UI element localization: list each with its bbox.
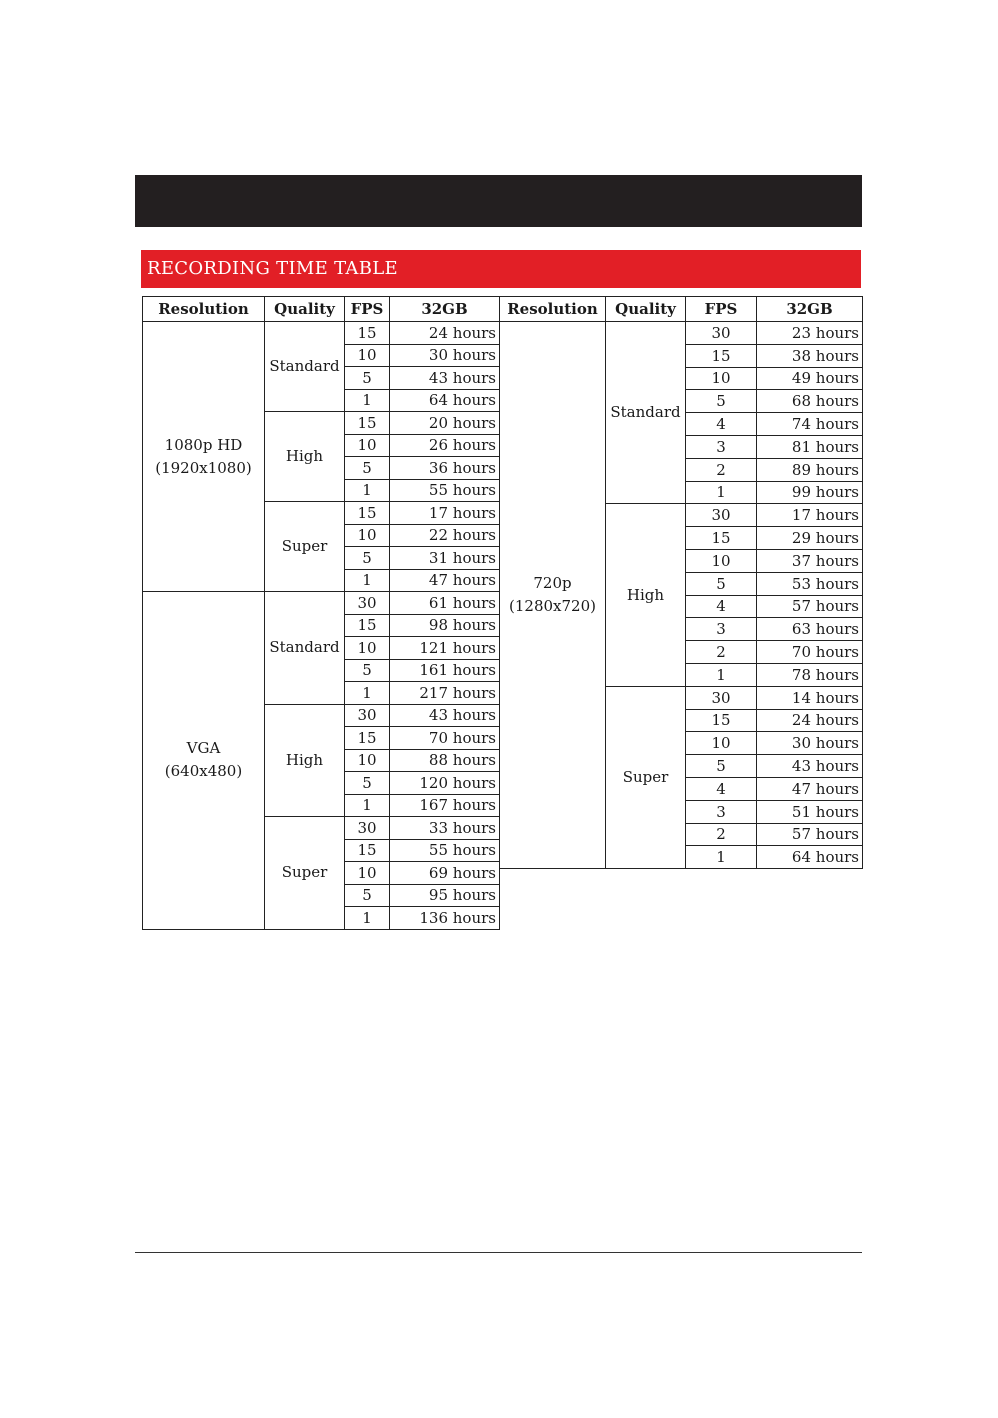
recording-time-cell: 17 hours bbox=[757, 504, 863, 527]
recording-time-cell: 217 hours bbox=[390, 682, 500, 705]
resolution-name: 1080p HD bbox=[164, 435, 243, 454]
recording-time-cell: 23 hours bbox=[757, 322, 863, 345]
fps-cell: 5 bbox=[345, 547, 390, 570]
fps-cell: 15 bbox=[345, 412, 390, 435]
fps-cell: 10 bbox=[345, 862, 390, 885]
recording-time-cell: 74 hours bbox=[757, 413, 863, 436]
header-fps: FPS bbox=[686, 297, 757, 322]
fps-cell: 5 bbox=[345, 772, 390, 795]
recording-time-cell: 55 hours bbox=[390, 479, 500, 502]
section-title: RECORDING TIME TABLE bbox=[141, 250, 861, 288]
fps-cell: 30 bbox=[686, 504, 757, 527]
fps-cell: 15 bbox=[686, 344, 757, 367]
resolution-cell bbox=[500, 322, 606, 869]
table-body bbox=[143, 322, 500, 930]
quality-cell: Standard bbox=[606, 322, 686, 504]
fps-cell: 1 bbox=[345, 682, 390, 705]
fps-cell: 30 bbox=[345, 817, 390, 840]
recording-time-cell: 161 hours bbox=[390, 659, 500, 682]
recording-time-cell: 57 hours bbox=[757, 823, 863, 846]
fps-cell: 10 bbox=[345, 434, 390, 457]
recording-time-cell: 95 hours bbox=[390, 884, 500, 907]
fps-cell: 4 bbox=[686, 595, 757, 618]
fps-cell: 4 bbox=[686, 777, 757, 800]
quality-cell: High bbox=[606, 504, 686, 686]
quality-cell: Super bbox=[265, 502, 345, 592]
recording-time-cell: 69 hours bbox=[390, 862, 500, 885]
fps-cell: 10 bbox=[686, 732, 757, 755]
fps-cell: 5 bbox=[345, 457, 390, 480]
recording-time-cell: 88 hours bbox=[390, 749, 500, 772]
fps-cell: 3 bbox=[686, 435, 757, 458]
recording-time-cell: 63 hours bbox=[757, 618, 863, 641]
resolution-cell bbox=[143, 592, 265, 930]
fps-cell: 2 bbox=[686, 458, 757, 481]
recording-time-cell: 31 hours bbox=[390, 547, 500, 570]
fps-cell: 1 bbox=[345, 569, 390, 592]
fps-cell: 5 bbox=[686, 572, 757, 595]
fps-cell: 3 bbox=[686, 618, 757, 641]
recording-time-cell: 99 hours bbox=[757, 481, 863, 504]
fps-cell: 10 bbox=[345, 637, 390, 660]
table-row bbox=[143, 322, 500, 345]
recording-time-cell: 78 hours bbox=[757, 663, 863, 686]
fps-cell: 1 bbox=[686, 481, 757, 504]
recording-time-cell: 61 hours bbox=[390, 592, 500, 615]
recording-time-cell: 121 hours bbox=[390, 637, 500, 660]
resolution-cell bbox=[143, 322, 265, 592]
recording-time-cell: 30 hours bbox=[390, 344, 500, 367]
fps-cell: 30 bbox=[686, 686, 757, 709]
fps-cell: 30 bbox=[686, 322, 757, 345]
fps-cell: 15 bbox=[345, 839, 390, 862]
fps-cell: 2 bbox=[686, 823, 757, 846]
header-quality: Quality bbox=[265, 297, 345, 322]
fps-cell: 15 bbox=[345, 322, 390, 345]
recording-time-cell: 68 hours bbox=[757, 390, 863, 413]
quality-cell: Standard bbox=[265, 592, 345, 705]
fps-cell: 15 bbox=[345, 614, 390, 637]
fps-cell: 3 bbox=[686, 800, 757, 823]
recording-time-cell: 38 hours bbox=[757, 344, 863, 367]
header-capacity: 32GB bbox=[390, 297, 500, 322]
resolution-dimensions: (1280x720) bbox=[509, 597, 596, 616]
recording-time-cell: 14 hours bbox=[757, 686, 863, 709]
fps-cell: 2 bbox=[686, 641, 757, 664]
recording-time-cell: 22 hours bbox=[390, 524, 500, 547]
recording-time-cell: 37 hours bbox=[757, 549, 863, 572]
fps-cell: 4 bbox=[686, 413, 757, 436]
recording-time-cell: 167 hours bbox=[390, 794, 500, 817]
fps-cell: 5 bbox=[686, 390, 757, 413]
fps-cell: 15 bbox=[345, 502, 390, 525]
footer-rule bbox=[135, 1252, 862, 1253]
fps-cell: 1 bbox=[345, 479, 390, 502]
recording-time-cell: 136 hours bbox=[390, 907, 500, 930]
resolution-dimensions: (640x480) bbox=[164, 762, 243, 781]
recording-time-cell: 43 hours bbox=[390, 367, 500, 390]
fps-cell: 1 bbox=[345, 907, 390, 930]
recording-time-cell: 49 hours bbox=[757, 367, 863, 390]
recording-time-cell: 24 hours bbox=[390, 322, 500, 345]
fps-cell: 5 bbox=[345, 659, 390, 682]
recording-time-cell: 43 hours bbox=[757, 755, 863, 778]
recording-time-cell: 55 hours bbox=[390, 839, 500, 862]
recording-time-cell: 89 hours bbox=[757, 458, 863, 481]
table-header-row bbox=[143, 297, 500, 322]
header-resolution: Resolution bbox=[143, 297, 265, 322]
recording-time-cell: 64 hours bbox=[757, 846, 863, 869]
fps-cell: 15 bbox=[345, 727, 390, 750]
recording-time-cell: 43 hours bbox=[390, 704, 500, 727]
table-row bbox=[500, 322, 863, 345]
header-bar bbox=[135, 175, 862, 227]
fps-cell: 1 bbox=[686, 846, 757, 869]
recording-time-cell: 53 hours bbox=[757, 572, 863, 595]
quality-cell: Super bbox=[606, 686, 686, 868]
recording-time-cell: 64 hours bbox=[390, 389, 500, 412]
fps-cell: 15 bbox=[686, 527, 757, 550]
fps-cell: 5 bbox=[345, 884, 390, 907]
quality-cell: High bbox=[265, 412, 345, 502]
recording-time-cell: 51 hours bbox=[757, 800, 863, 823]
header-fps: FPS bbox=[345, 297, 390, 322]
resolution-dimensions: (1920x1080) bbox=[155, 458, 252, 477]
fps-cell: 10 bbox=[345, 749, 390, 772]
fps-cell: 30 bbox=[345, 592, 390, 615]
fps-cell: 10 bbox=[345, 524, 390, 547]
header-resolution: Resolution bbox=[500, 297, 606, 322]
fps-cell: 10 bbox=[345, 344, 390, 367]
recording-time-cell: 81 hours bbox=[757, 435, 863, 458]
fps-cell: 10 bbox=[686, 549, 757, 572]
quality-cell: Super bbox=[265, 817, 345, 930]
recording-time-cell: 20 hours bbox=[390, 412, 500, 435]
recording-time-cell: 120 hours bbox=[390, 772, 500, 795]
table-body bbox=[500, 322, 863, 869]
recording-time-cell: 98 hours bbox=[390, 614, 500, 637]
recording-time-cell: 26 hours bbox=[390, 434, 500, 457]
quality-cell: Standard bbox=[265, 322, 345, 412]
header-quality: Quality bbox=[606, 297, 686, 322]
fps-cell: 5 bbox=[686, 755, 757, 778]
fps-cell: 1 bbox=[686, 663, 757, 686]
fps-cell: 10 bbox=[686, 367, 757, 390]
recording-time-cell: 47 hours bbox=[757, 777, 863, 800]
recording-time-cell: 70 hours bbox=[757, 641, 863, 664]
header-capacity: 32GB bbox=[757, 297, 863, 322]
recording-table-left bbox=[142, 296, 500, 930]
fps-cell: 5 bbox=[345, 367, 390, 390]
fps-cell: 1 bbox=[345, 389, 390, 412]
fps-cell: 15 bbox=[686, 709, 757, 732]
recording-time-cell: 47 hours bbox=[390, 569, 500, 592]
recording-time-cell: 17 hours bbox=[390, 502, 500, 525]
table-header-row bbox=[500, 297, 863, 322]
recording-table-right bbox=[499, 296, 863, 869]
recording-time-cell: 36 hours bbox=[390, 457, 500, 480]
recording-time-cell: 33 hours bbox=[390, 817, 500, 840]
recording-time-cell: 57 hours bbox=[757, 595, 863, 618]
recording-time-cell: 29 hours bbox=[757, 527, 863, 550]
resolution-name: VGA bbox=[186, 739, 221, 758]
fps-cell: 30 bbox=[345, 704, 390, 727]
resolution-name: 720p bbox=[533, 574, 572, 593]
table-row bbox=[143, 592, 500, 615]
quality-cell: High bbox=[265, 704, 345, 817]
recording-time-cell: 24 hours bbox=[757, 709, 863, 732]
recording-time-cell: 30 hours bbox=[757, 732, 863, 755]
recording-time-cell: 70 hours bbox=[390, 727, 500, 750]
fps-cell: 1 bbox=[345, 794, 390, 817]
